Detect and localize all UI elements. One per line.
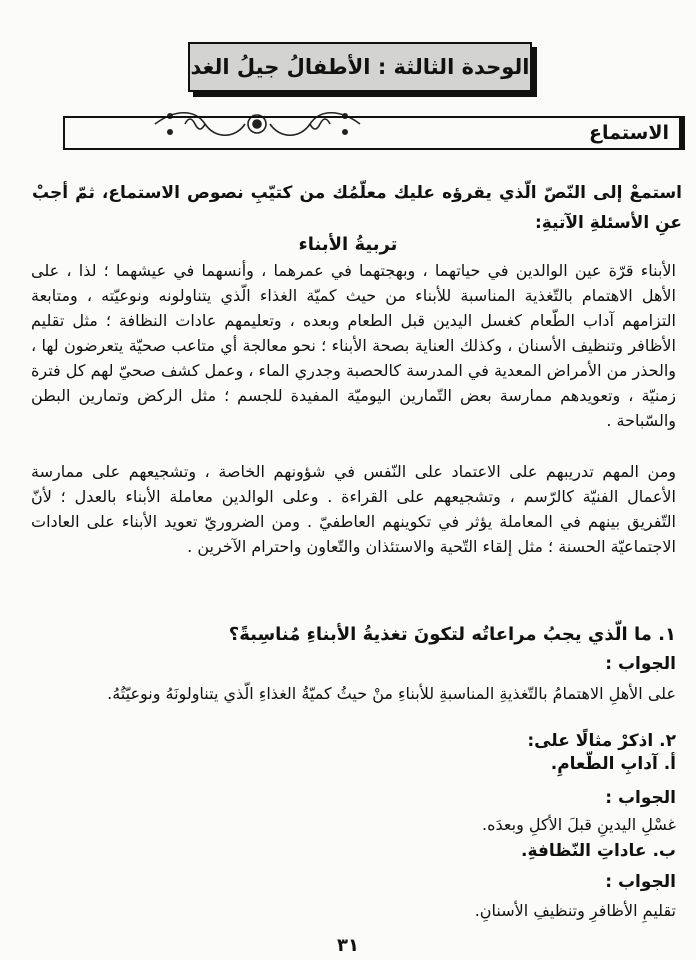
question-2a: أ. آدابِ الطّعامِ.	[550, 754, 676, 774]
text-title: تربيةُ الأبناء	[298, 234, 398, 255]
question-2: ٢. اذكرْ مثالًا على:	[527, 731, 676, 751]
answer-label: الجواب :	[605, 788, 676, 808]
unit-title: الوحدة الثالثة : الأطفالُ جيلُ الغد	[188, 42, 532, 92]
answer-2a: غسْلِ اليدينِ قبلَ الأكلِ وبعدَه.	[482, 815, 676, 834]
answer-label: الجواب :	[605, 654, 676, 674]
answer-label: الجواب :	[605, 872, 676, 892]
answer-1: على الأهلِ الاهتمامُ بالتّغذيةِ المناسبةِ للأبناءِ منْ حيثُ كميّةُ الغذاءِ الّذي يتناولونَهُ ونوعيّتُهُ.	[107, 684, 676, 703]
section-label: الاستماع	[589, 122, 669, 144]
section-header-bar	[63, 116, 685, 150]
question-2b: ب. عاداتِ النّظافةِ.	[520, 841, 676, 861]
listening-instruction: استمعْ إلى النّصّ الّذي يقرؤه عليك معلّمُك من كتيّبِ نصوص الاستماع، ثمّ أجبْ عنِ الأسئلةِ الآتيةِ:	[32, 183, 682, 233]
question-1: ١. ما الّذي يجبُ مراعاتُه لتكونَ تغذيةُ الأبناءِ مُناسِبةً؟	[228, 624, 676, 645]
paragraph-2: ومن المهم تدريبهم على الاعتماد على النّفس في شؤونهم الخاصة ، وتشجيعهم على ممارسة الأعمال الفنيّة كالرّسم ، وتشجيعهم على القراءة . وعلى الوالدين معاملة الأبناء بالعدل ؛ لأنّ التّفريق بينهم في المعاملة يؤثر في تكوينهم العاطفيّ . ومن الضروريّ تعويد الأبناء على العادات الاجتماعيّة الحسنة ؛ مثل إلقاء التّحية والاستئذان والتّعاون واحترام الآخرين .	[31, 462, 676, 556]
answer-2b: تقليمِ الأظافرِ وتنظيفِ الأسنانِ.	[474, 901, 676, 920]
page-number: ٣١	[337, 935, 359, 956]
paragraph-1: الأبناء قرّة عين الوالدين في حياتهما ، وبهجتهما في عمرهما ، وأنسهما في عيشهما ؛ لذا ، على الأهل الاهتمام بالتّغذية المناسبة للأبناء من حيث كميّة الغذاء الّذي يتناولونه ونوعيّته ، ومتابعة التزامهم آداب الطّعام كغسل اليدين قبل الطعام وبعده ، وتعليمهم عادات النظافة ؛ مثل تقليم الأظافر وتنظيف الأسنان ، وكذلك العناية بصحة الأبناء ؛ نحو معالجة أي متاعب صحيّة يتعرضون لها ، والحذر من الأمراض المعدية في المدرسة كالحصبة وجدري الماء ، وعمل كشف صحيّ لهم كل فترة زمنيّة ، وتعويدهم ممارسة بعض التّمارين اليوميّة المفيدة للجسم ؛ مثل الركض وتمارين البطن والسّباحة .	[31, 261, 676, 430]
